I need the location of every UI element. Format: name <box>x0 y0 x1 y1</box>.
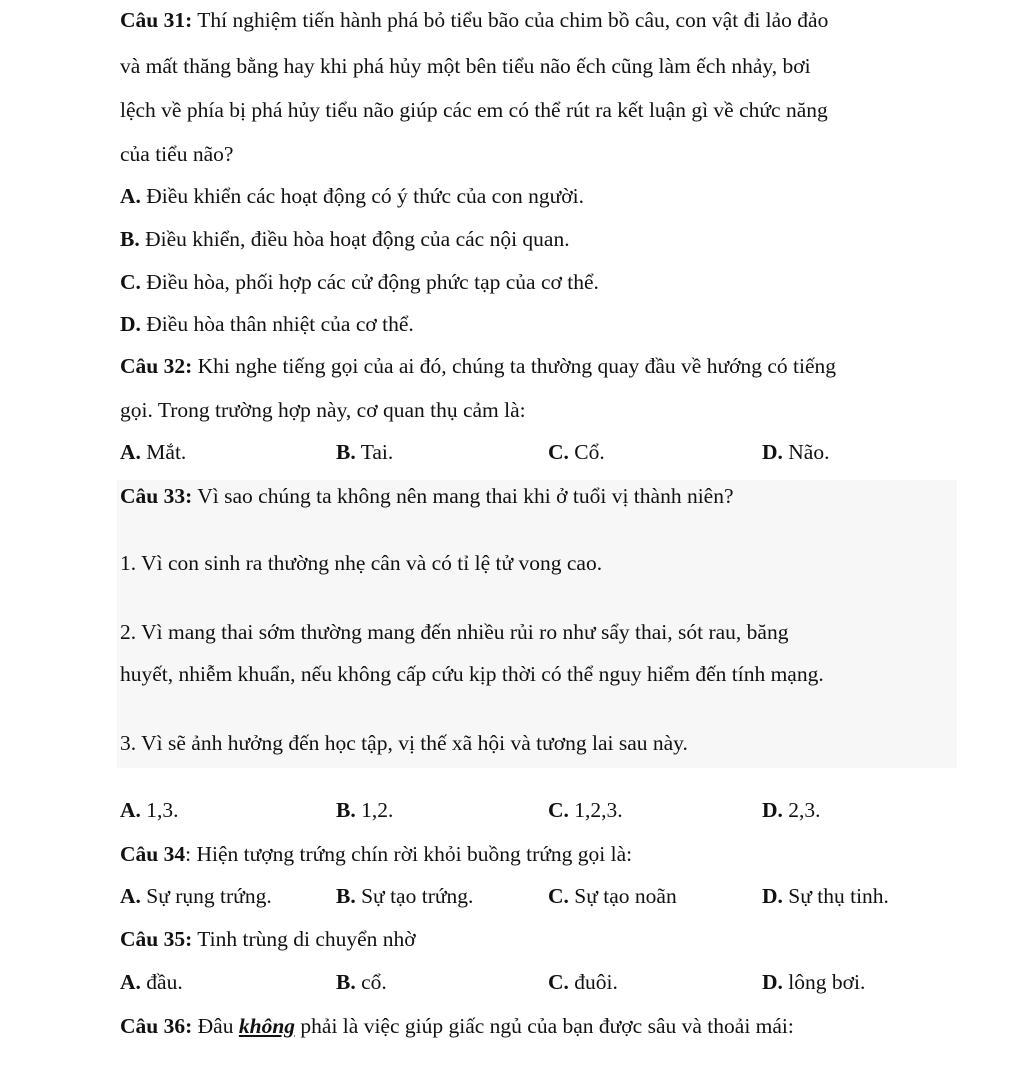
q34-option-b: B. Sự tạo trứng. <box>336 884 474 908</box>
q36-label: Câu 36: <box>120 1014 193 1038</box>
q34-line-1: Câu 34: Hiện tượng trứng chín rời khỏi buồng trứng gọi là: <box>120 842 633 866</box>
q31-label: Câu 31: <box>120 8 193 32</box>
q34-option-d: D. Sự thụ tinh. <box>762 884 889 908</box>
q32-option-c: C. Cổ. <box>548 440 605 464</box>
q34-label: Câu 34 <box>120 842 186 866</box>
q31-line-1: Câu 31: Thí nghiệm tiến hành phá bỏ tiểu bão của chim bồ câu, con vật đi lảo đảo <box>120 8 829 32</box>
q35-label: Câu 35: <box>120 927 193 951</box>
q31-option-c: C. Điều hòa, phối hợp các cử động phức tạp của cơ thể. <box>120 270 599 294</box>
q33-line-1: Câu 33: Vì sao chúng ta không nên mang thai khi ở tuổi vị thành niên? <box>120 484 734 508</box>
q33-option-d: D. 2,3. <box>762 798 821 822</box>
q32-option-a: A. Mắt. <box>120 440 187 464</box>
q33-option-c: C. 1,2,3. <box>548 798 623 822</box>
q31-option-b: B. Điều khiển, điều hòa hoạt động của các nội quan. <box>120 227 570 251</box>
q33-item-2-line-2: huyết, nhiễm khuẩn, nếu không cấp cứu kịp thời có thể nguy hiểm đến tính mạng. <box>120 662 824 686</box>
q35-option-c: C. đuôi. <box>548 970 618 994</box>
q33-option-a: A. 1,3. <box>120 798 179 822</box>
q33-item-1: 1. Vì con sinh ra thường nhẹ cân và có tỉ lệ tử vong cao. <box>120 551 603 575</box>
q32-line-2: gọi. Trong trường hợp này, cơ quan thụ cảm là: <box>120 398 526 422</box>
q35-option-d: D. lông bơi. <box>762 970 866 994</box>
q31-line-3: lệch về phía bị phá hủy tiểu não giúp các em có thể rút ra kết luận gì về chức năng <box>120 98 828 122</box>
q31-option-a: A. Điều khiển các hoạt động có ý thức của con người. <box>120 184 584 208</box>
q33-item-3: 3. Vì sẽ ảnh hưởng đến học tập, vị thế xã hội và tương lai sau này. <box>120 731 688 755</box>
q33-option-b: B. 1,2. <box>336 798 394 822</box>
q35-option-b: B. cổ. <box>336 970 387 994</box>
q31-line-4: của tiểu não? <box>120 142 234 166</box>
q34-option-a: A. Sự rụng trứng. <box>120 884 272 908</box>
q33-item-2-line-1: 2. Vì mang thai sớm thường mang đến nhiều rủi ro như sẩy thai, sót rau, băng <box>120 620 789 644</box>
q32-option-b: B. Tai. <box>336 440 394 464</box>
q31-line-2: và mất thăng bằng hay khi phá hủy một bên tiểu não ếch cũng làm ếch nhảy, bơi <box>120 54 811 78</box>
q36-keyword: không <box>238 1014 296 1038</box>
q36-line-1: Câu 36: Đâu không phải là việc giúp giấc ngủ của bạn được sâu và thoải mái: <box>120 1014 794 1038</box>
q32-label: Câu 32: <box>120 354 193 378</box>
q35-line-1: Câu 35: Tinh trùng di chuyển nhờ <box>120 927 416 951</box>
q32-option-d: D. Não. <box>762 440 830 464</box>
q34-option-c: C. Sự tạo noãn <box>548 884 677 908</box>
q33-label: Câu 33: <box>120 484 193 508</box>
q35-option-a: A. đầu. <box>120 970 183 994</box>
q31-option-d: D. Điều hòa thân nhiệt của cơ thể. <box>120 312 414 336</box>
q32-line-1: Câu 32: Khi nghe tiếng gọi của ai đó, chúng ta thường quay đầu về hướng có tiếng <box>120 354 837 378</box>
